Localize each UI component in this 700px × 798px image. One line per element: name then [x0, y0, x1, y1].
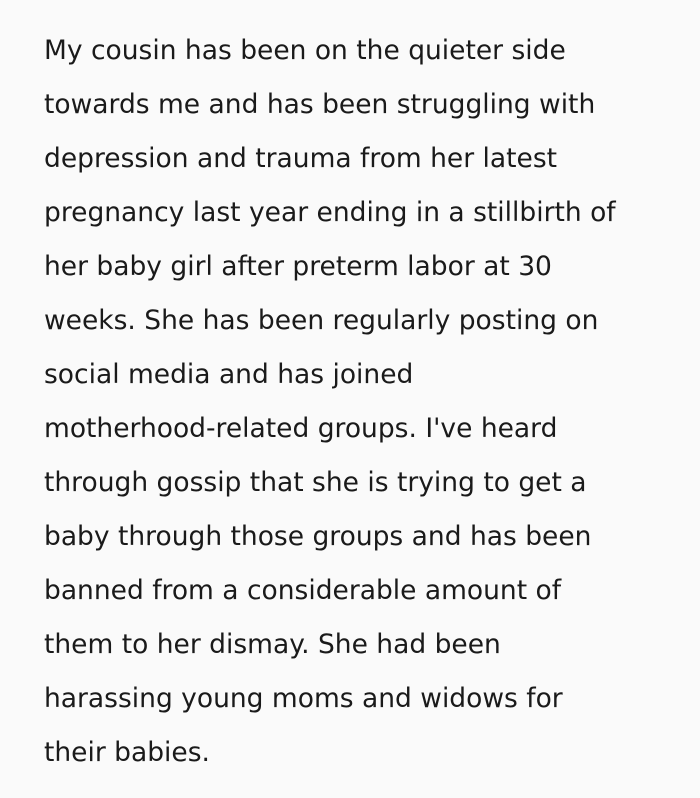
story-line: harassing young moms and widows for — [44, 683, 563, 714]
story-line: towards me and has been struggling with — [44, 89, 596, 120]
story-line: My cousin has been on the quieter side — [44, 35, 566, 66]
story-line: her baby girl after preterm labor at 30 — [44, 251, 552, 282]
story-line: banned from a considerable amount of — [44, 575, 562, 606]
story-line: their babies. — [44, 737, 210, 768]
story-line: social media and has joined — [44, 359, 414, 390]
story-line: baby through those groups and has been — [44, 521, 592, 552]
story-line: weeks. She has been regularly posting on — [44, 305, 599, 336]
story-line: them to her dismay. She had been — [44, 629, 501, 660]
story-line: pregnancy last year ending in a stillbirth of — [44, 197, 616, 228]
story-paragraph — [44, 24, 660, 780]
story-line: motherhood-related groups. I've heard — [44, 413, 558, 444]
story-line: depression and trauma from her latest — [44, 143, 558, 174]
story-line: through gossip that she is trying to get a — [44, 467, 587, 498]
